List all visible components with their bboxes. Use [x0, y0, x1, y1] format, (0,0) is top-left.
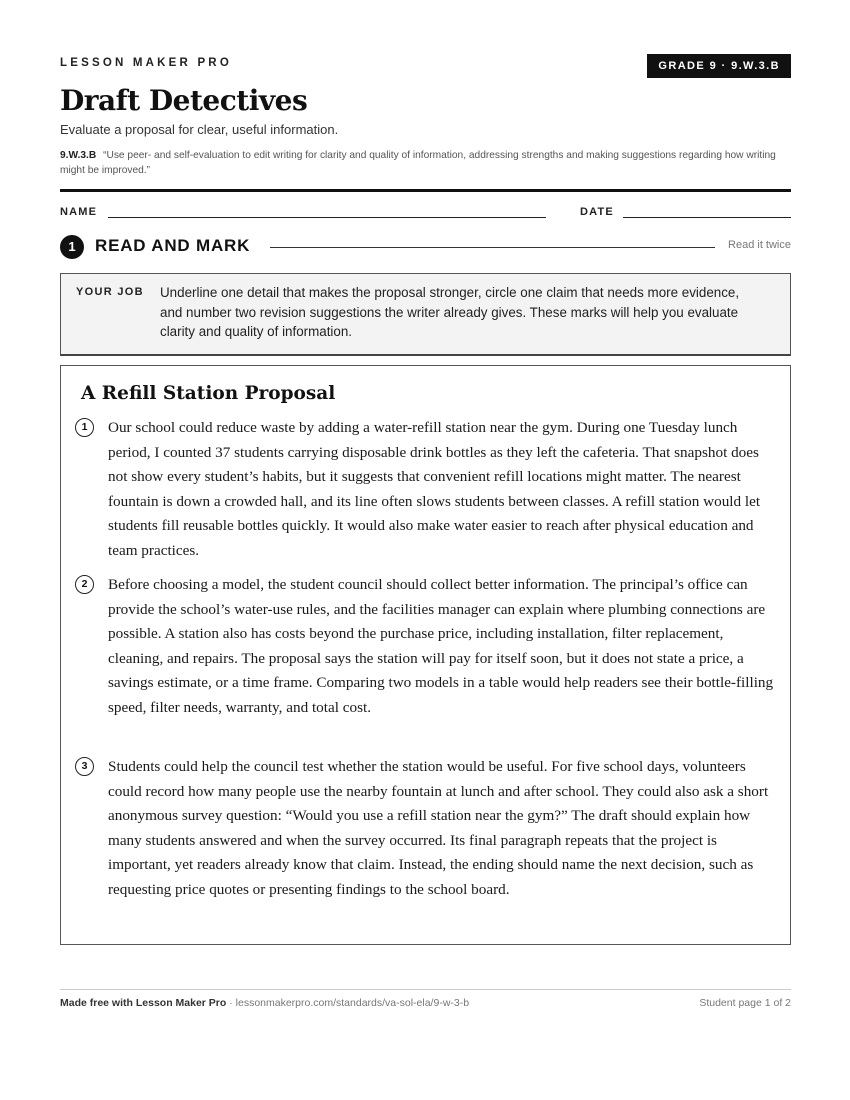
section-header	[60, 235, 791, 259]
name-label: NAME	[60, 206, 98, 218]
page-footer	[60, 989, 791, 1014]
section-note: Read it twice	[728, 239, 791, 251]
paragraph-text: Students could help the council test whether the station would be useful. For five school days, volunteers could record how many people use the nearby fountain at lunch and after school. They could also ask a short anonymous survey question: “Would you use a refill station near the gym?” The draft should explain how many students answered and when the survey occurred. Its final paragraph repeats that the project is important, yet readers already know that claim. Instead, the ending should name the next decision, such as requesting price quotes or presenting findings to the school board.	[108, 758, 769, 898]
name-date-row	[60, 205, 791, 221]
date-label: DATE	[580, 206, 614, 218]
passage-box	[60, 365, 791, 945]
instructions-text: Underline one detail that makes the proposal stronger, circle one claim that needs more evidence, and number two revision suggestions the writer already gives. These marks will help you evaluate clarity and quality of information.	[160, 285, 740, 339]
footer-page-number: Student page 1 of 2	[699, 997, 791, 1009]
paragraph-number: 3	[75, 757, 94, 776]
paragraph-text: Our school could reduce waste by adding a water-refill station near the gym. During one Tuesday lunch period, I counted 37 students carrying disposable drink bottles as they left the cafeteria. That snapshot does not show every student’s habits, but it suggests that convenient refill locations might matter. The nearest fountain is down a crowded hall, and its line often slows students between classes. A refill station would let students fill reusable bottles quickly. It would also make water easier to reach after physical education and team practices.	[108, 419, 761, 559]
footer-credit	[60, 997, 469, 1009]
header-divider	[60, 189, 791, 192]
paragraph-number: 1	[75, 418, 94, 437]
grade-badge: GRADE 9 · 9.W.3.B	[647, 54, 791, 78]
standard-text: “Use peer- and self-evaluation to edit writing for clarity and quality of information, addressing strengths and making suggestions regarding how writing might be improved.”	[60, 150, 776, 176]
brand-name: LESSON MAKER PRO	[60, 57, 232, 69]
page-subtitle: Evaluate a proposal for clear, useful information.	[60, 122, 339, 137]
top-bar	[60, 54, 791, 78]
section-title: READ AND MARK	[95, 236, 251, 255]
footer-made-with: Made free with Lesson Maker Pro	[60, 997, 227, 1009]
section-rule	[270, 247, 715, 248]
standard-code: 9.W.3.B	[60, 150, 97, 161]
standard-statement	[60, 148, 780, 178]
section-number-badge: 1	[60, 235, 84, 259]
page-title: Draft Detectives	[60, 84, 308, 117]
paragraph-text: Before choosing a model, the student council should collect better information. The principal’s office can provide the school’s water-use rules, and the facilities manager can explain where plumbing connections are possible. A station also has costs beyond the purchase price, including installation, filter replacement, cleaning, and repairs. The proposal says the station will pay for itself soon, but it does not state a price, a savings estimate, or a time frame. Comparing two models in a table would help readers see their bottle-filling speed, filter needs, warranty, and total cost.	[108, 576, 774, 716]
instructions-box	[60, 273, 791, 356]
footer-url[interactable]: · lessonmakerpro.com/standards/va-sol-ela/9-w-3-b	[226, 997, 470, 1009]
name-field[interactable]	[108, 217, 546, 218]
paragraph-number: 2	[75, 575, 94, 594]
date-field[interactable]	[623, 217, 791, 218]
instructions-label: YOUR JOB	[76, 286, 144, 298]
passage-title: A Refill Station Proposal	[81, 383, 336, 404]
